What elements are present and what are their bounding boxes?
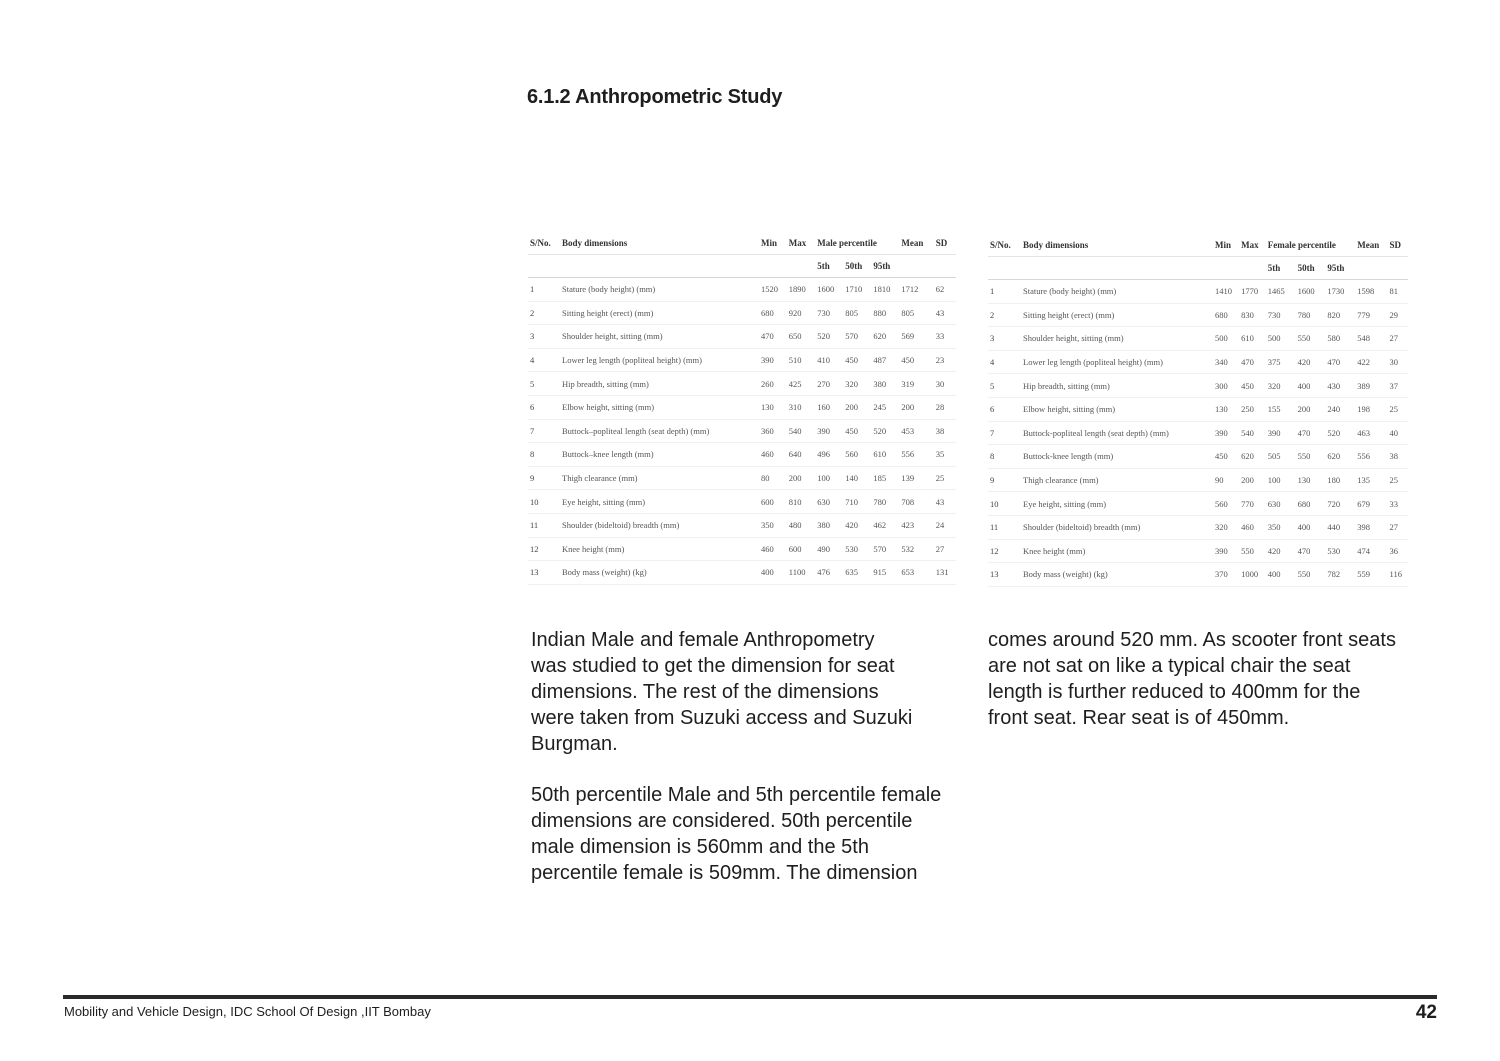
dimension-value: 470: [1296, 539, 1326, 563]
dimension-value: 805: [899, 301, 933, 325]
dimension-value: 635: [843, 561, 871, 585]
col-95th: 95th: [1325, 257, 1355, 280]
table-row: [988, 397, 1408, 421]
dimension-value: 400: [759, 561, 787, 585]
dimension-value: 556: [899, 443, 933, 467]
dimension-value: 915: [871, 561, 899, 585]
dimension-value: 423: [899, 513, 933, 537]
col-female-percentile: Female percentile: [1266, 234, 1355, 257]
col-body-dimensions: Body dimensions: [560, 232, 759, 255]
dimension-value: 548: [1355, 327, 1387, 351]
table-row: [988, 303, 1408, 327]
row-number: 5: [988, 374, 1021, 398]
table-row: [528, 561, 956, 585]
dimension-value: 710: [843, 490, 871, 514]
dimension-value: 390: [1213, 539, 1239, 563]
dimension-name: Sitting height (erect) (mm): [1021, 303, 1213, 327]
dimension-value: 532: [899, 537, 933, 561]
male-table-body: [528, 278, 956, 585]
dimension-value: 420: [1296, 350, 1326, 374]
dimension-value: 250: [1239, 397, 1266, 421]
row-number: 7: [988, 421, 1021, 445]
row-number: 1: [988, 280, 1021, 304]
female-table-body: [988, 280, 1408, 587]
row-number: 13: [988, 563, 1021, 587]
table-row: [988, 374, 1408, 398]
dimension-value: 260: [759, 372, 787, 396]
dimension-value: 430: [1325, 374, 1355, 398]
dimension-value: 505: [1266, 445, 1296, 469]
dimension-value: 1598: [1355, 280, 1387, 304]
dimension-value: 160: [815, 395, 843, 419]
dimension-value: 460: [759, 537, 787, 561]
row-number: 5: [528, 372, 560, 396]
col-5th: 5th: [1266, 257, 1296, 280]
col-min: Min: [1213, 234, 1239, 257]
dimension-name: Buttock–knee length (mm): [560, 443, 759, 467]
row-number: 7: [528, 419, 560, 443]
table-row: [988, 421, 1408, 445]
dimension-value: 1770: [1239, 280, 1266, 304]
dimension-value: 319: [899, 372, 933, 396]
dimension-value: 470: [1296, 421, 1326, 445]
dimension-name: Lower leg length (popliteal height) (mm): [1021, 350, 1213, 374]
page-number: 42: [1415, 1002, 1437, 1023]
dimension-value: 33: [1388, 492, 1408, 516]
col-95th: 95th: [871, 255, 899, 278]
table-row: [528, 348, 956, 372]
dimension-name: Eye height, sitting (mm): [1021, 492, 1213, 516]
table-row: [528, 395, 956, 419]
dimension-value: 530: [1325, 539, 1355, 563]
dimension-value: 620: [871, 325, 899, 349]
dimension-value: 1810: [871, 278, 899, 302]
dimension-value: 198: [1355, 397, 1387, 421]
dimension-value: 370: [1213, 563, 1239, 587]
dimension-value: 130: [759, 395, 787, 419]
dimension-value: 38: [1388, 445, 1408, 469]
section-heading: 6.1.2 Anthropometric Study: [527, 86, 783, 108]
table-row: [988, 280, 1408, 304]
col-mean: Mean: [899, 232, 933, 255]
dimension-value: 500: [1213, 327, 1239, 351]
male-anthropometry-table: [528, 232, 956, 580]
footer-divider: [63, 995, 1437, 999]
table-row: [528, 443, 956, 467]
body-paragraph-1: Indian Male and female Anthropometry was studied to get the dimension for seat dimensions. The rest of the dimensions were taken from Suzuki access and Suzuki Burgman.: [531, 629, 913, 755]
dimension-value: 880: [871, 301, 899, 325]
row-number: 12: [988, 539, 1021, 563]
dimension-name: Body mass (weight) (kg): [1021, 563, 1213, 587]
table-row: [528, 513, 956, 537]
dimension-value: 1710: [843, 278, 871, 302]
dimension-value: 131: [934, 561, 956, 585]
dimension-name: Buttock-popliteal length (seat depth) (mm): [1021, 421, 1213, 445]
dimension-value: 650: [787, 325, 815, 349]
dimension-value: 320: [1266, 374, 1296, 398]
dimension-value: 80: [759, 466, 787, 490]
dimension-value: 550: [1296, 445, 1326, 469]
dimension-value: 140: [843, 466, 871, 490]
table-row: [528, 325, 956, 349]
dimension-value: 780: [1296, 303, 1326, 327]
dimension-value: 779: [1355, 303, 1387, 327]
dimension-value: 240: [1325, 397, 1355, 421]
dimension-value: 487: [871, 348, 899, 372]
dimension-value: 720: [1325, 492, 1355, 516]
dimension-value: 540: [787, 419, 815, 443]
dimension-value: 580: [1325, 327, 1355, 351]
dimension-value: 155: [1266, 397, 1296, 421]
dimension-value: 130: [1296, 468, 1326, 492]
dimension-value: 560: [843, 443, 871, 467]
table-row: [528, 466, 956, 490]
dimension-value: 24: [934, 513, 956, 537]
dimension-value: 560: [1213, 492, 1239, 516]
dimension-name: Hip breadth, sitting (mm): [560, 372, 759, 396]
dimension-value: 640: [787, 443, 815, 467]
dimension-value: 770: [1239, 492, 1266, 516]
table-row: [988, 327, 1408, 351]
table-row: [528, 372, 956, 396]
row-number: 3: [988, 327, 1021, 351]
dimension-value: 476: [815, 561, 843, 585]
dimension-value: 610: [1239, 327, 1266, 351]
dimension-value: 620: [1239, 445, 1266, 469]
dimension-value: 27: [1388, 515, 1408, 539]
dimension-value: 185: [871, 466, 899, 490]
dimension-value: 30: [934, 372, 956, 396]
dimension-value: 653: [899, 561, 933, 585]
dimension-value: 340: [1213, 350, 1239, 374]
dimension-name: Sitting height (erect) (mm): [560, 301, 759, 325]
row-number: 13: [528, 561, 560, 585]
col-sd: SD: [934, 232, 956, 255]
dimension-value: 1100: [787, 561, 815, 585]
dimension-value: 1000: [1239, 563, 1266, 587]
dimension-value: 36: [1388, 539, 1408, 563]
dimension-name: Knee height (mm): [1021, 539, 1213, 563]
dimension-value: 453: [899, 419, 933, 443]
dimension-value: 470: [759, 325, 787, 349]
dimension-value: 30: [1388, 350, 1408, 374]
dimension-name: Elbow height, sitting (mm): [560, 395, 759, 419]
col-sno: S/No.: [528, 232, 560, 255]
dimension-value: 680: [759, 301, 787, 325]
dimension-value: 320: [843, 372, 871, 396]
col-mean: Mean: [1355, 234, 1387, 257]
dimension-value: 270: [815, 372, 843, 396]
row-number: 8: [528, 443, 560, 467]
row-number: 10: [988, 492, 1021, 516]
dimension-value: 470: [1325, 350, 1355, 374]
dimension-value: 390: [1266, 421, 1296, 445]
dimension-value: 33: [934, 325, 956, 349]
dimension-value: 540: [1239, 421, 1266, 445]
dimension-value: 450: [843, 419, 871, 443]
dimension-value: 450: [843, 348, 871, 372]
dimension-value: 27: [1388, 327, 1408, 351]
dimension-value: 730: [815, 301, 843, 325]
dimension-value: 310: [787, 395, 815, 419]
dimension-value: 782: [1325, 563, 1355, 587]
row-number: 11: [988, 515, 1021, 539]
dimension-name: Elbow height, sitting (mm): [1021, 397, 1213, 421]
dimension-value: 350: [1266, 515, 1296, 539]
table-row: [528, 419, 956, 443]
dimension-value: 410: [815, 348, 843, 372]
dimension-value: 830: [1239, 303, 1266, 327]
dimension-value: 1600: [815, 278, 843, 302]
dimension-value: 390: [759, 348, 787, 372]
col-body-dimensions: Body dimensions: [1021, 234, 1213, 257]
dimension-value: 37: [1388, 374, 1408, 398]
table-row: [988, 445, 1408, 469]
dimension-value: 569: [899, 325, 933, 349]
dimension-name: Shoulder height, sitting (mm): [1021, 327, 1213, 351]
table-row: [988, 539, 1408, 563]
dimension-value: 460: [1239, 515, 1266, 539]
dimension-value: 630: [815, 490, 843, 514]
dimension-value: 708: [899, 490, 933, 514]
dimension-value: 680: [1296, 492, 1326, 516]
dimension-value: 480: [787, 513, 815, 537]
col-5th: 5th: [815, 255, 843, 278]
dimension-value: 25: [1388, 397, 1408, 421]
col-50th: 50th: [1296, 257, 1326, 280]
dimension-value: 510: [787, 348, 815, 372]
dimension-value: 520: [1325, 421, 1355, 445]
dimension-value: 135: [1355, 468, 1387, 492]
dimension-value: 1410: [1213, 280, 1239, 304]
row-number: 2: [528, 301, 560, 325]
dimension-value: 389: [1355, 374, 1387, 398]
col-max: Max: [1239, 234, 1266, 257]
dimension-value: 610: [871, 443, 899, 467]
dimension-value: 1890: [787, 278, 815, 302]
table-row: [528, 490, 956, 514]
dimension-name: Shoulder (bideltoid) breadth (mm): [1021, 515, 1213, 539]
dimension-name: Thigh clearance (mm): [560, 466, 759, 490]
dimension-value: 62: [934, 278, 956, 302]
row-number: 3: [528, 325, 560, 349]
dimension-value: 29: [1388, 303, 1408, 327]
table-row: [528, 278, 956, 302]
dimension-value: 420: [1266, 539, 1296, 563]
table-row: [988, 492, 1408, 516]
dimension-value: 530: [843, 537, 871, 561]
dimension-value: 570: [871, 537, 899, 561]
dimension-value: 496: [815, 443, 843, 467]
dimension-value: 820: [1325, 303, 1355, 327]
table-row: [528, 537, 956, 561]
table-row: [528, 301, 956, 325]
col-sd: SD: [1388, 234, 1408, 257]
dimension-value: 38: [934, 419, 956, 443]
dimension-value: 805: [843, 301, 871, 325]
dimension-value: 474: [1355, 539, 1387, 563]
dimension-value: 27: [934, 537, 956, 561]
dimension-value: 390: [815, 419, 843, 443]
col-50th: 50th: [843, 255, 871, 278]
dimension-value: 550: [1239, 539, 1266, 563]
dimension-value: 500: [1266, 327, 1296, 351]
dimension-value: 300: [1213, 374, 1239, 398]
dimension-value: 1730: [1325, 280, 1355, 304]
dimension-value: 380: [815, 513, 843, 537]
dimension-value: 550: [1296, 563, 1326, 587]
dimension-value: 620: [1325, 445, 1355, 469]
row-number: 10: [528, 490, 560, 514]
dimension-value: 425: [787, 372, 815, 396]
dimension-value: 35: [934, 443, 956, 467]
dimension-value: 116: [1388, 563, 1408, 587]
row-number: 8: [988, 445, 1021, 469]
row-number: 2: [988, 303, 1021, 327]
dimension-value: 130: [1213, 397, 1239, 421]
dimension-value: 28: [934, 395, 956, 419]
dimension-value: 450: [1213, 445, 1239, 469]
dimension-value: 520: [815, 325, 843, 349]
col-male-percentile: Male percentile: [815, 232, 899, 255]
dimension-value: 470: [1239, 350, 1266, 374]
table-row: [988, 350, 1408, 374]
dimension-value: 450: [1239, 374, 1266, 398]
dimension-value: 490: [815, 537, 843, 561]
dimension-value: 200: [787, 466, 815, 490]
dimension-value: 90: [1213, 468, 1239, 492]
dimension-value: 375: [1266, 350, 1296, 374]
row-number: 9: [528, 466, 560, 490]
dimension-value: 400: [1296, 515, 1326, 539]
dimension-value: 600: [759, 490, 787, 514]
dimension-name: Knee height (mm): [560, 537, 759, 561]
dimension-value: 463: [1355, 421, 1387, 445]
female-anthropometry-table: [988, 234, 1408, 582]
dimension-value: 1600: [1296, 280, 1326, 304]
dimension-value: 25: [934, 466, 956, 490]
dimension-value: 200: [843, 395, 871, 419]
dimension-value: 360: [759, 419, 787, 443]
dimension-value: 550: [1296, 327, 1326, 351]
dimension-value: 139: [899, 466, 933, 490]
row-number: 4: [528, 348, 560, 372]
dimension-value: 320: [1213, 515, 1239, 539]
col-max: Max: [787, 232, 815, 255]
dimension-value: 40: [1388, 421, 1408, 445]
row-number: 6: [988, 397, 1021, 421]
dimension-name: Buttock-knee length (mm): [1021, 445, 1213, 469]
dimension-value: 420: [843, 513, 871, 537]
dimension-value: 25: [1388, 468, 1408, 492]
dimension-value: 200: [899, 395, 933, 419]
dimension-value: 462: [871, 513, 899, 537]
dimension-value: 630: [1266, 492, 1296, 516]
table-row: [988, 468, 1408, 492]
dimension-value: 440: [1325, 515, 1355, 539]
dimension-value: 100: [815, 466, 843, 490]
dimension-value: 100: [1266, 468, 1296, 492]
dimension-value: 520: [871, 419, 899, 443]
dimension-value: 780: [871, 490, 899, 514]
dimension-name: Stature (body height) (mm): [560, 278, 759, 302]
dimension-value: 81: [1388, 280, 1408, 304]
dimension-value: 920: [787, 301, 815, 325]
row-number: 4: [988, 350, 1021, 374]
dimension-name: Shoulder height, sitting (mm): [560, 325, 759, 349]
row-number: 11: [528, 513, 560, 537]
dimension-value: 43: [934, 490, 956, 514]
body-paragraph-2: 50th percentile Male and 5th percentile female dimensions are considered. 50th percentile male dimension is 560mm and the 5th percentile female is 509mm. The dimension: [531, 784, 942, 884]
dimension-name: Shoulder (bideltoid) breadth (mm): [560, 513, 759, 537]
dimension-value: 1712: [899, 278, 933, 302]
dimension-value: 400: [1266, 563, 1296, 587]
row-number: 1: [528, 278, 560, 302]
dimension-name: Body mass (weight) (kg): [560, 561, 759, 585]
dimension-name: Eye height, sitting (mm): [560, 490, 759, 514]
col-sno: S/No.: [988, 234, 1021, 257]
dimension-value: 180: [1325, 468, 1355, 492]
dimension-value: 200: [1296, 397, 1326, 421]
dimension-name: Hip breadth, sitting (mm): [1021, 374, 1213, 398]
dimension-value: 730: [1266, 303, 1296, 327]
row-number: 12: [528, 537, 560, 561]
table-row: [988, 563, 1408, 587]
dimension-name: Buttock–popliteal length (seat depth) (mm): [560, 419, 759, 443]
dimension-value: 600: [787, 537, 815, 561]
dimension-value: 460: [759, 443, 787, 467]
footer-credit: Mobility and Vehicle Design, IDC School Of Design ,IIT Bombay: [64, 1004, 431, 1019]
dimension-value: 559: [1355, 563, 1387, 587]
col-min: Min: [759, 232, 787, 255]
dimension-value: 1465: [1266, 280, 1296, 304]
dimension-value: 245: [871, 395, 899, 419]
row-number: 9: [988, 468, 1021, 492]
dimension-value: 679: [1355, 492, 1387, 516]
dimension-value: 680: [1213, 303, 1239, 327]
dimension-name: Thigh clearance (mm): [1021, 468, 1213, 492]
dimension-value: 390: [1213, 421, 1239, 445]
dimension-value: 422: [1355, 350, 1387, 374]
dimension-value: 570: [843, 325, 871, 349]
dimension-value: 43: [934, 301, 956, 325]
dimension-value: 23: [934, 348, 956, 372]
dimension-value: 380: [871, 372, 899, 396]
dimension-value: 450: [899, 348, 933, 372]
body-paragraph-3: comes around 520 mm. As scooter front seats are not sat on like a typical chair the seat length is further reduced to 400mm for the front seat. Rear seat is of 450mm.: [988, 629, 1396, 729]
table-row: [988, 515, 1408, 539]
dimension-name: Stature (body height) (mm): [1021, 280, 1213, 304]
dimension-value: 200: [1239, 468, 1266, 492]
dimension-value: 1520: [759, 278, 787, 302]
dimension-value: 400: [1296, 374, 1326, 398]
dimension-value: 350: [759, 513, 787, 537]
row-number: 6: [528, 395, 560, 419]
dimension-name: Lower leg length (popliteal height) (mm): [560, 348, 759, 372]
dimension-value: 556: [1355, 445, 1387, 469]
dimension-value: 810: [787, 490, 815, 514]
dimension-value: 398: [1355, 515, 1387, 539]
